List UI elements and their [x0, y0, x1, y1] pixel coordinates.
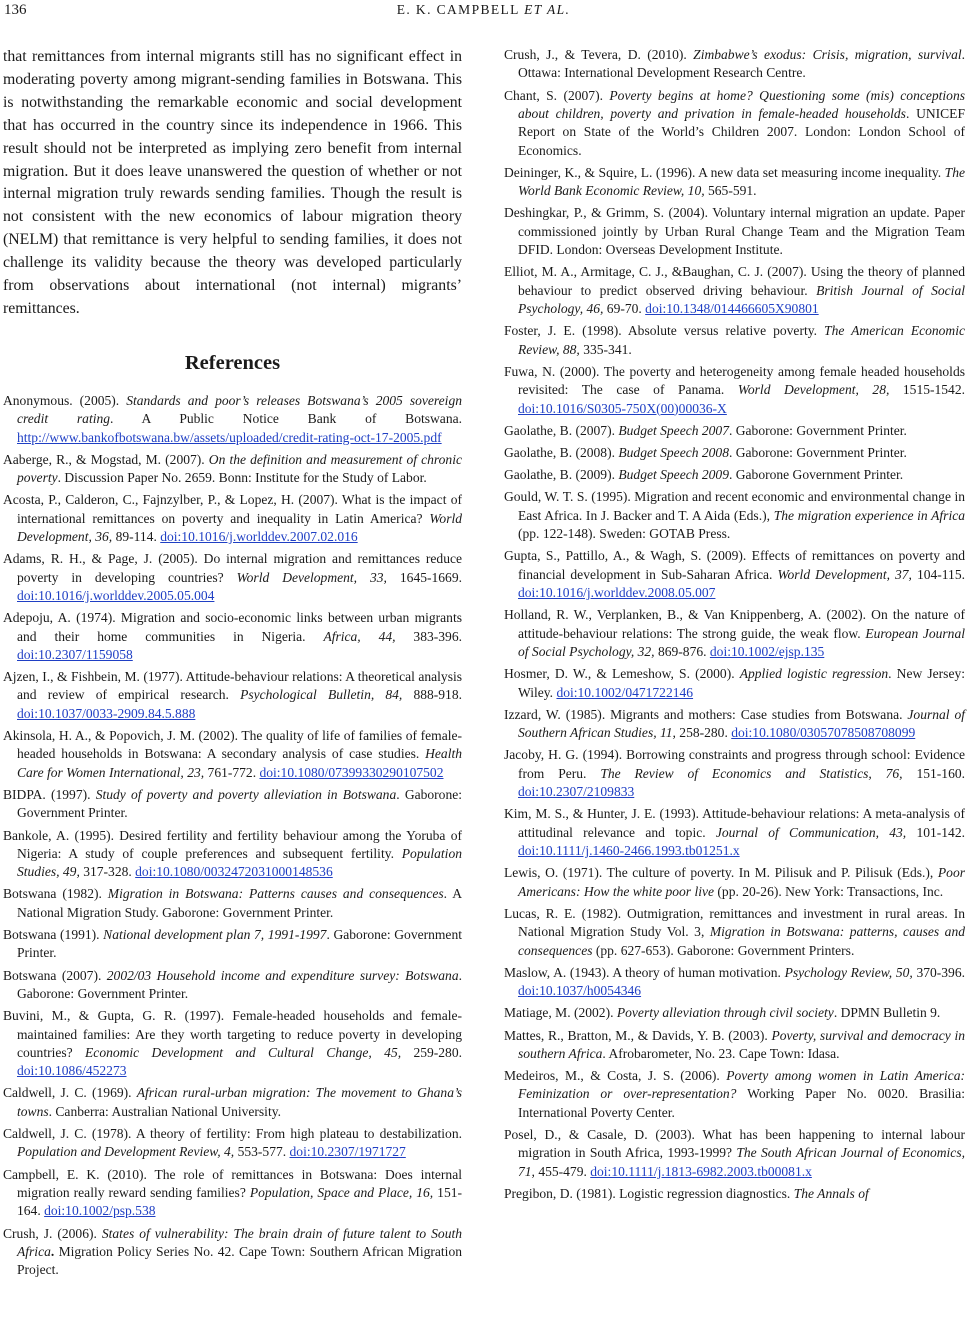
- reference-entry: [504, 87, 965, 160]
- reference-title: World Development, 37,: [777, 566, 912, 582]
- reference-title: Journal of Communication, 43,: [715, 824, 907, 840]
- reference-text: Lewis, O. (1971). The culture of poverty. In M. Pilisuk and P. Pilisuk (Eds.),: [504, 865, 938, 881]
- reference-title: Poverty alleviation through civil society: [616, 1005, 834, 1021]
- reference-entry: [504, 204, 965, 259]
- reference-link[interactable]: doi:10.1086/452273: [17, 1063, 127, 1079]
- reference-entry: [504, 466, 965, 484]
- reference-title: British Journal of Social Psychology, 46,: [518, 282, 965, 317]
- reference-title: Zimbabwe’s exodus: Crisis, migration, survival: [693, 47, 962, 62]
- reference-entry: [504, 422, 965, 440]
- reference-entry: [3, 609, 462, 664]
- reference-text: 1515-1542.: [889, 382, 965, 398]
- reference-text: . Gaborone: Government Printer.: [728, 422, 907, 438]
- reference-link[interactable]: doi:10.1111/j.1460-2466.1993.tb01251.x: [518, 843, 740, 858]
- reference-text: . Discussion Paper No. 2659. Bonn: Institute for the Study of Labor.: [57, 470, 427, 486]
- reference-text: . UNICEF Report on State of the World’s Children 2007. London: London School of Economics.: [518, 105, 965, 158]
- reference-text: Deininger, K., & Squire, L. (1996). A new data set measuring income inequality.: [504, 164, 945, 180]
- reference-link[interactable]: doi:10.1080/0032472031000148536: [135, 864, 333, 880]
- reference-entry: [504, 488, 965, 543]
- reference-text: Gupta, S., Pattillo, A., & Wagh, S. (2009). Effects of remittances on poverty and financial development in Sub-Saharan Africa.: [504, 548, 965, 582]
- reference-title: Psychological Bulletin, 84,: [240, 687, 403, 703]
- reference-text: Holland, R. W., Verplanken, B., & Van Knippenberg, A. (2002). On the nature of attitude-behaviour relations: The strong guide, the weak flow.: [504, 607, 965, 641]
- reference-text: Gaolathe, B. (2009).: [504, 467, 619, 483]
- reference-text: Pregibon, D. (1981). Logistic regression diagnostics.: [504, 1185, 794, 1201]
- reference-title: The American Economic Review, 88,: [518, 323, 965, 357]
- reference-text: Gaolathe, B. (2007).: [504, 422, 619, 438]
- reference-entry: [3, 1084, 462, 1121]
- reference-title: National development plan 7, 1991-1997: [103, 927, 327, 943]
- reference-text: Posel, D., & Casale, D. (2003). What has been happening to internal labour migration in South Africa, 1993-1999?: [504, 1127, 965, 1161]
- reference-title: World Development, 28,: [737, 382, 890, 398]
- reference-text: Kim, M. S., & Hunter, J. E. (1993). Attitude-behaviour relations: A meta-analysis of attitudinal relevance and topic.: [504, 806, 965, 840]
- reference-entry: [504, 46, 965, 83]
- reference-link[interactable]: doi:10.1002/0471722146: [556, 684, 694, 700]
- reference-text: Mattes, R., Bratton, M., & Davids, Y. B. (2003).: [504, 1027, 772, 1043]
- reference-title: Poverty, survival and democracy in southern Africa: [518, 1027, 965, 1061]
- running-head: [0, 2, 967, 18]
- reference-text: 1645-1669.: [386, 569, 462, 585]
- reference-text: 761-772.: [204, 764, 260, 780]
- reference-text: Hosmer, D. W., & Lemeshow, S. (2000).: [504, 666, 740, 682]
- reference-text: 553-577.: [234, 1144, 290, 1160]
- reference-text: 317-328.: [79, 864, 136, 880]
- reference-link[interactable]: doi:10.1016/S0305-750X(00)00036-X: [518, 400, 727, 416]
- reference-text: Adams, R. H., & Page, J. (2005). Do internal migration and remittances reduce poverty in developing countries?: [3, 551, 462, 585]
- reference-title: The Annals of: [793, 1185, 869, 1201]
- running-head-author: E. K. CAMPBELL: [396, 2, 520, 17]
- reference-text: Matiage, M. (2002).: [504, 1005, 617, 1021]
- reference-text: Lucas, R. E. (1982). Outmigration, remittances and investment in rural areas. In National Migration Study Vol. 3,: [504, 905, 965, 940]
- reference-entry: [504, 263, 965, 318]
- reference-title: 2002/03 Household income and expenditure survey: Botswana: [106, 967, 459, 983]
- reference-entry: [3, 491, 462, 546]
- reference-title: Psychology Review, 50,: [784, 964, 913, 980]
- reference-text: Buvini, M., & Gupta, G. R. (1997). Female-headed households and female-maintained families: Are they worth targeting to reduce poverty in developing countries?: [3, 1008, 462, 1060]
- reference-link[interactable]: doi:10.2307/1159058: [17, 646, 133, 662]
- reference-entry: [504, 746, 965, 801]
- reference-text: . Afrobarometer, No. 23. Cape Town: Idasa.: [602, 1045, 840, 1061]
- reference-entry: [3, 668, 462, 723]
- reference-text: Crush, J. (2006).: [3, 1225, 102, 1241]
- reference-text: Caldwell, J. C. (1969).: [3, 1085, 137, 1101]
- reference-title: The migration experience in Africa: [773, 507, 966, 523]
- reference-mark: .: [50, 1243, 55, 1259]
- references-heading: References: [184, 351, 281, 374]
- reference-entry: [504, 905, 965, 960]
- reference-text: Crush, J., & Tevera, D. (2010).: [504, 47, 694, 62]
- reference-entry: [504, 1185, 965, 1203]
- reference-entry: [3, 827, 462, 882]
- reference-text: 104-115.: [911, 566, 965, 582]
- right-column: [504, 46, 965, 1207]
- reference-text: Caldwell, J. C. (1978). A theory of fertility: From high plateau to destabilization.: [3, 1126, 462, 1142]
- reference-title: States of vulnerability: The brain drain of future talent to South Africa: [17, 1225, 463, 1259]
- reference-title: The World Bank Economic Review, 10,: [518, 164, 965, 199]
- reference-title: Applied logistic regression: [739, 666, 889, 682]
- reference-entry: [3, 451, 462, 488]
- reference-text: Gaolathe, B. (2008).: [504, 445, 619, 460]
- reference-text: . Gaborone Government Printer.: [728, 467, 904, 483]
- reference-text: 259-280.: [401, 1044, 462, 1060]
- page-number: 136: [4, 2, 27, 18]
- reference-text: . Gaborone: Government Printer.: [17, 927, 462, 961]
- reference-text: Deshingkar, P., & Grimm, S. (2004). Voluntary internal migration an update. Paper commissioned jointly by Urban Rural Change Team and the Migration Team DFID. London: Overseas Development Institute.: [504, 205, 965, 258]
- reference-entry: [504, 1004, 965, 1022]
- reference-text: Working Paper No. 0020. Brasilia: International Poverty Center.: [518, 1086, 965, 1120]
- reference-text: . Gaborone: Government Printer.: [17, 967, 462, 1001]
- body-paragraph: that remittances from internal migrants still has no significant effect in moderating poverty among migrant-sending families in Botswana. This is notwithstanding the remarkable economic and social development that has occurred in the country since its independence in 1966. This result should not be interpreted as implying zero benefit from internal migration. But it does leave unanswered the question of whether or not internal migration truly rewards sending families. Though the result is not consistent with the new economics of labour migration theory (NELM) that remittance is very helpful to sending families, it does not challenge its validity because the theory was developed particularly from observations about international (not internal) migrants’ remittances.: [3, 48, 462, 317]
- reference-entry: [3, 967, 462, 1004]
- reference-entry: [504, 164, 965, 201]
- reference-entry: [504, 1067, 965, 1122]
- reference-title: Population and Development Review, 4,: [17, 1144, 235, 1160]
- reference-title: On the definition and measurement of chronic poverty: [17, 451, 462, 486]
- reference-link[interactable]: doi:10.1037/h0054346: [518, 983, 642, 999]
- reference-link[interactable]: doi:10.1080/07399330290107502: [259, 764, 444, 780]
- reference-entry: [504, 1027, 965, 1064]
- reference-text: . A Public Notice Bank of Botswana.: [110, 411, 462, 427]
- reference-text: Adepoju, A. (1974). Migration and socio-economic links between urban migrants and their home communities in Nigeria.: [3, 610, 462, 644]
- reference-text: 151-160.: [902, 765, 965, 781]
- reference-text: 383-396.: [395, 628, 462, 644]
- reference-text: Foster, J. E. (1998). Absolute versus relative poverty.: [504, 323, 825, 339]
- reference-text: Akinsola, H. A., & Popovich, J. M. (2002). The quality of life of families of female-headed households in Botswana: A secondary analysis of case studies.: [3, 728, 462, 762]
- reference-text: Aaberge, R., & Mogstad, M. (2007).: [3, 451, 209, 467]
- reference-text: Gould, W. T. S. (1995). Migration and recent economic and environmental change in East Africa. In J. Backer and T. A Aida (Eds.),: [504, 489, 965, 523]
- reference-entry: [3, 727, 462, 782]
- reference-text: Migration Policy Series No. 42. Cape Town: Southern African Migration Project.: [17, 1243, 462, 1278]
- reference-link[interactable]: doi:10.1016/j.worlddev.2005.05.004: [17, 587, 215, 603]
- reference-text: 335-341.: [579, 341, 632, 357]
- reference-title: Journal of Southern African Studies, 11,: [518, 706, 965, 741]
- reference-title: World Development, 33,: [236, 569, 387, 585]
- reference-entry: [3, 926, 462, 963]
- reference-link[interactable]: doi:10.1002/psp.538: [44, 1203, 156, 1219]
- reference-entry: [3, 392, 462, 447]
- reference-title: Budget Speech 2008: [618, 445, 729, 460]
- page-header: [0, 0, 967, 28]
- reference-list-left: [3, 392, 462, 1280]
- reference-text: 869-876.: [654, 644, 710, 659]
- reference-text: 565-591.: [704, 183, 757, 199]
- reference-link[interactable]: doi:10.1111/j.1813-6982.2003.tb00081.x: [590, 1163, 812, 1179]
- reference-entry: [3, 1225, 462, 1280]
- reference-link[interactable]: doi:10.1080/03057078508708099: [731, 725, 916, 741]
- reference-entry: [504, 864, 965, 901]
- reference-title: African rural-urban migration: The movement to Ghana’s towns: [17, 1085, 462, 1119]
- reference-entry: [504, 444, 965, 462]
- reference-text: Fuwa, N. (2000). The poverty and heterogeneity among female headed households revisited: The case of Panama.: [504, 363, 965, 398]
- reference-link[interactable]: doi:10.2307/1971727: [289, 1144, 406, 1160]
- reference-entry: [504, 805, 965, 860]
- reference-text: 370-396.: [912, 964, 965, 980]
- reference-title: Poverty begins at home? Questioning some (mis) conceptions about children, poverty and privation in female-headed households: [518, 87, 965, 121]
- reference-entry: [504, 1126, 965, 1181]
- reference-title: European Journal of Social Psychology, 32,: [518, 625, 965, 659]
- reference-list-right: [504, 46, 965, 1203]
- left-column: [3, 46, 462, 1283]
- reference-text: (pp. 122-148). Sweden: GOTAB Press.: [518, 526, 731, 542]
- reference-text: 101-142.: [906, 824, 965, 840]
- reference-text: (pp. 627-653). Gaborone: Government Printers.: [592, 942, 855, 958]
- reference-entry: [3, 1166, 462, 1221]
- reference-title: The South African Journal of Economics, 71,: [518, 1145, 965, 1179]
- reference-text: Acosta, P., Calderon, C., Fajnzylber, P., & Lopez, H. (2007). What is the impact of international remittances on poverty and inequality in Latin America?: [3, 492, 462, 526]
- reference-entry: [504, 547, 965, 602]
- reference-link[interactable]: http://www.bankofbotswana.bw/assets/uploaded/credit-rating-oct-17-2005.pdf: [17, 429, 442, 445]
- reference-text: Bankole, A. (1995). Desired fertility and fertility behaviour among the Yoruba of Nigeria: A study of couple preferences and subsequent fertility.: [3, 827, 462, 861]
- reference-text: 888-918.: [402, 687, 462, 703]
- reference-text: Maslow, A. (1943). A theory of human motivation.: [504, 964, 785, 980]
- reference-title: Budget Speech 2007: [618, 422, 729, 438]
- reference-text: Campbell, E. K. (2010). The role of remittances in Botswana: Does internal migration really reward sending families?: [3, 1166, 462, 1200]
- reference-title: World Development, 36,: [17, 510, 462, 545]
- reference-text: 69-70.: [603, 301, 646, 317]
- reference-entry: [3, 1007, 462, 1080]
- reference-entry: [504, 706, 965, 743]
- reference-text: BIDPA. (1997).: [3, 786, 96, 802]
- reference-link[interactable]: doi:10.1016/j.worlddev.2008.05.007: [518, 585, 716, 601]
- reference-text: 258-280.: [675, 725, 732, 741]
- reference-link[interactable]: doi:10.1037/0033-2909.84.5.888: [17, 705, 196, 721]
- reference-text: Anonymous. (2005).: [3, 392, 127, 408]
- reference-entry: [504, 606, 965, 661]
- reference-text: 455-479.: [534, 1163, 591, 1179]
- reference-text: . Gaborone: Government Printer.: [728, 445, 907, 460]
- reference-title: Migration in Botswana: Patterns causes and consequences: [107, 886, 444, 902]
- reference-link[interactable]: doi:10.1016/j.worlddev.2007.02.016: [160, 529, 358, 545]
- reference-text: . A National Migration Study. Gaborone: Government Printer.: [17, 886, 462, 920]
- reference-title: Study of poverty and poverty alleviation in Botswana: [95, 786, 397, 802]
- reference-text: Chant, S. (2007).: [504, 87, 610, 103]
- reference-text: Botswana (1982).: [3, 886, 108, 902]
- reference-title: Population Studies, 49,: [17, 845, 462, 880]
- reference-title: Standards and poor’s releases Botswana’s 2005 sovereign credit rating: [17, 392, 462, 427]
- reference-entry: [504, 964, 965, 1001]
- reference-text: . DPMN Bulletin 9.: [833, 1005, 941, 1021]
- reference-text: Medeiros, M., & Costa, J. S. (2006).: [504, 1068, 727, 1084]
- reference-text: Elliot, M. A., Armitage, C. J., &Baughan, C. J. (2007). Using the theory of planned behaviour to predict observed driving behaviour.: [504, 264, 965, 298]
- reference-text: . Gaborone: Government Printer.: [17, 786, 462, 821]
- reference-text: Izzard, W. (1985). Migrants and mothers: Case studies from Botswana.: [504, 706, 908, 722]
- reference-link[interactable]: doi:10.1002/ejsp.135: [709, 644, 825, 659]
- reference-text: . Canberra: Australian National University.: [48, 1103, 281, 1119]
- reference-text: Botswana (1991).: [3, 927, 104, 943]
- reference-entry: [504, 665, 965, 702]
- reference-title: The Review of Economics and Statistics, 76,: [600, 765, 903, 781]
- reference-title: Budget Speech 2009: [618, 467, 729, 483]
- reference-text: Jacoby, H. G. (1994). Borrowing constraints and progress through school: Evidence from Peru.: [504, 747, 965, 781]
- reference-title: Poor Americans: How the white poor live: [518, 865, 965, 899]
- reference-text: . New Jersey: Wiley.: [518, 666, 965, 700]
- reference-title: Poverty among women in Latin America: Feminization or over-representation?: [518, 1068, 965, 1102]
- reference-title: Economic Development and Cultural Change, 45,: [85, 1044, 402, 1060]
- reference-entry: [3, 885, 462, 922]
- reference-link[interactable]: doi:10.2307/2109833: [518, 784, 635, 800]
- reference-entry: [504, 322, 965, 359]
- reference-link[interactable]: doi:10.1348/014466605X90801: [645, 301, 819, 317]
- reference-entry: [504, 363, 965, 418]
- reference-text: . Ottawa: International Development Research Centre.: [518, 47, 965, 81]
- reference-entry: [3, 550, 462, 605]
- running-head-etal: ET AL.: [524, 2, 571, 17]
- reference-text: Ajzen, I., & Fishbein, M. (1977). Attitude-behaviour relations: A theoretical analysis and review of empirical research.: [3, 669, 462, 703]
- reference-text: Botswana (2007).: [3, 967, 107, 983]
- reference-text: 89-114.: [112, 529, 161, 545]
- reference-title: Health Care for Women International, 23,: [17, 746, 462, 780]
- reference-title: Africa, 44,: [323, 628, 396, 644]
- reference-entry: [3, 786, 462, 823]
- reference-text: (pp. 20-26). New York: Transactions, Inc.: [714, 883, 944, 899]
- reference-text: 151-164.: [17, 1184, 463, 1219]
- reference-entry: [3, 1125, 462, 1162]
- reference-title: Population, Space and Place, 16,: [249, 1184, 434, 1200]
- reference-title: Migration in Botswana: patterns, causes and consequences: [518, 924, 965, 958]
